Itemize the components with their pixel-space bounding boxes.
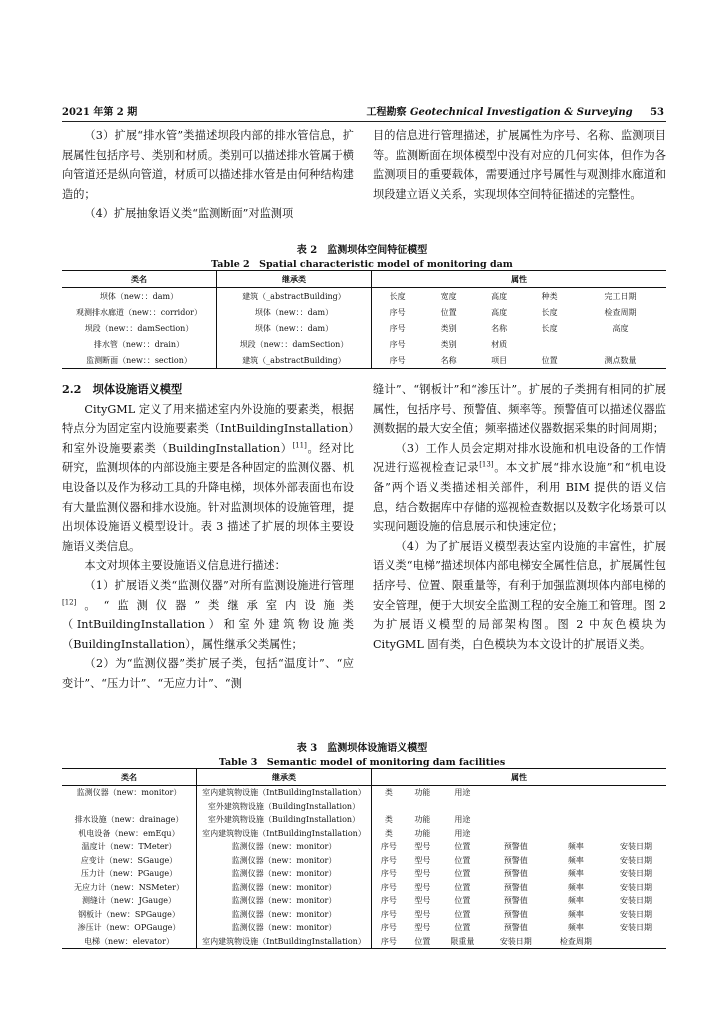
table-cell: 室外建筑物设施（BuildingInstallation） (197, 813, 372, 827)
paragraph (373, 439, 666, 537)
table-cell: 预警值 (503, 855, 528, 865)
table-cell: 测缝计（new：JGauge） (62, 894, 197, 908)
table-cell: 无应力计（new：NSMeter） (62, 881, 197, 895)
table-cell (546, 786, 606, 800)
table-header-cell: 继承类 (197, 769, 372, 786)
table-cell: 用途 (454, 788, 471, 798)
table-cell: 功能 (414, 788, 431, 798)
table-header-row (62, 769, 666, 786)
table-cell: 监测仪器（new：monitor） (197, 921, 372, 935)
table-cell (439, 800, 486, 814)
table-cell (606, 800, 666, 814)
journal-name-cn: 工程勘察 (366, 107, 407, 118)
table-row (62, 894, 666, 908)
text-run: CityGML 定义了用来描述室内外设施的要素类，根据特点分为固定室内设施要素类（IntBuildingInstallation）和室外设施要素类（BuildingInstallation） (62, 402, 354, 455)
table-cell (575, 336, 666, 352)
table-cell: 序号 (380, 896, 397, 906)
table-cell (486, 827, 546, 841)
table-cell: 应变计（new：SGauge） (62, 854, 197, 868)
table-cell: 位置 (454, 842, 471, 852)
table-cell: 型号 (414, 842, 431, 852)
table-cell: 名称 (423, 352, 474, 369)
paragraph: 本文对坝体主要设施语义信息进行描述： (84, 559, 286, 573)
table-cell: 温度计（new：TMeter） (62, 840, 197, 854)
table-cell: 高度 (612, 323, 629, 333)
table-cell: 监测仪器（new：monitor） (197, 840, 372, 854)
table-cell: 功能 (414, 828, 431, 838)
journal-name (366, 103, 664, 118)
table-cell: 位置 (454, 909, 471, 919)
table-cell: 频率 (567, 909, 584, 919)
table-cell: 安装日期 (619, 909, 652, 919)
table-cell: 位置 (454, 869, 471, 879)
table-cell: 坝体（new：：dam） (62, 288, 217, 305)
table-row (62, 336, 666, 352)
table-cell (606, 813, 666, 827)
table-row (62, 840, 666, 854)
table-row (62, 867, 666, 881)
text-run: 。本文扩展“排水设施”和“机电设备”两个语义类描述相关部件，利用 BIM 提供的语义信息，结合数据库中存储的巡视检查数据以及数字化场景可以实现问题设施的信息展示和快速定位； (373, 461, 666, 534)
table-cell (546, 800, 606, 814)
table3-caption-en: Table 3 Semantic model of monitoring dam facilities (218, 757, 506, 768)
table-cell: 位置 (524, 352, 575, 369)
table-cell: 测点数量 (575, 352, 666, 369)
table-cell: 位置 (454, 896, 471, 906)
table-cell: 位置 (454, 923, 471, 933)
table-cell: 监测仪器（new：monitor） (197, 867, 372, 881)
table-cell (524, 336, 575, 352)
table-header-cell: 类名 (62, 271, 217, 288)
table-header-cell: 属性 (372, 271, 667, 288)
text-run: 。“监测仪器”类继承室内设施类（IntBuildingInstallation）和室外建筑物设施类（BuildingInstallation），属性继承父类属性； (62, 598, 354, 651)
table-cell: 型号 (414, 909, 431, 919)
table-cell: 频率 (567, 923, 584, 933)
top-left-column (62, 126, 354, 224)
table-cell: 排水设施（new：drainage） (62, 813, 197, 827)
table-cell: 型号 (414, 896, 431, 906)
table-cell: 室外建筑物设施（BuildingInstallation） (197, 800, 372, 814)
table-cell: 长度 (541, 323, 558, 333)
journal-issue: 2021 年第 2 期 (62, 107, 138, 118)
citation: [13] (479, 460, 494, 469)
table-cell: 序号 (372, 352, 424, 369)
table-cell: 限重量 (439, 935, 486, 949)
table-cell: 序号 (372, 935, 406, 949)
top-right-column (373, 126, 666, 204)
table-cell: 宽度 (440, 291, 457, 301)
table-cell: 坝体（new：：dam） (217, 320, 372, 336)
table-cell: 完工日期 (604, 291, 637, 301)
table-cell: 序号 (380, 909, 397, 919)
paragraph: （4）扩展抽象语义类“监测断面”对监测项 (84, 207, 294, 221)
table-cell: 检查周期 (546, 935, 606, 949)
paragraph: （3）扩展“排水管”类描述坝段内部的排水管信息，扩展属性包括序号、类别和材质。类别可以描述排水管属于横向管道还是纵向管道，材质可以描述排水管是由何种结构建造的； (62, 129, 354, 201)
table-cell (606, 935, 666, 949)
table2 (62, 270, 666, 369)
table-row (62, 304, 666, 320)
text-run: 。经对比研究，监测坝体的内部设施主要是各种固定的监测仪器、机电设备以及作为移动工具的升降电梯，坝体外部表面也布设有大量监测仪器和排水设施。针对监测坝体的设施管理，提出坝体设施语义模型设计。表 3 描述了扩展的坝体主要设施语义类信息。 (62, 441, 354, 553)
text-run: （1）扩展语义类“监测仪器”对所有监测设施进行管理 (84, 578, 354, 592)
table-cell: 频率 (567, 869, 584, 879)
citation: [12] (62, 597, 77, 606)
table-cell: 型号 (414, 923, 431, 933)
table-cell: 机电设备（new：emEqu） (62, 827, 197, 841)
table-cell: 安装日期 (619, 869, 652, 879)
paragraph: （2）为“监测仪器”类扩展子类，包括“温度计”、“应变计”、“压力计”、“无应力计”、“测 (62, 657, 354, 690)
table-row (62, 935, 666, 949)
table-cell (486, 786, 546, 800)
table-cell: 长度 (541, 307, 558, 317)
table-cell: 室内建筑物设施（IntBuildingInstallation） (197, 786, 372, 800)
table-cell: 预警值 (503, 882, 528, 892)
table-cell: 安装日期 (619, 842, 652, 852)
table-cell: 安装日期 (486, 935, 546, 949)
table-cell: 监测仪器（new：monitor） (197, 908, 372, 922)
page-number: 53 (650, 107, 664, 118)
table-row (62, 827, 666, 841)
table-cell: 用途 (454, 828, 471, 838)
table-cell: 预警值 (503, 869, 528, 879)
table-cell (372, 800, 406, 814)
table-cell: 序号 (389, 339, 406, 349)
mid-left-column (62, 380, 354, 694)
citation: [11] (292, 441, 307, 450)
table-cell: 压力计（new：PGauge） (62, 867, 197, 881)
table-cell: 位置 (454, 855, 471, 865)
table-cell: 用途 (454, 815, 471, 825)
table-cell: 监测仪器（new：monitor） (62, 786, 197, 800)
table-cell: 型号 (414, 855, 431, 865)
table-cell: 位置 (440, 307, 457, 317)
table3-caption-cn: 表 3 监测坝体设施语义模型 (296, 743, 428, 754)
header-rule (62, 121, 666, 122)
table-header-cell: 类名 (62, 769, 197, 786)
table-cell: 预警值 (503, 923, 528, 933)
table-cell (486, 800, 546, 814)
table-cell: 监测仪器（new：monitor） (197, 881, 372, 895)
table-cell: 钢板计（new：SPGauge） (62, 908, 197, 922)
table-cell: 类 (384, 788, 393, 798)
table-cell: 电梯（new：elevator） (62, 935, 197, 949)
table-cell: 名称 (491, 323, 508, 333)
table-cell: 序号 (389, 307, 406, 317)
paragraph (62, 576, 354, 654)
table-cell (406, 800, 439, 814)
text-run: （3）工作人员会定期对排水设施和机电设备的工作情况进行巡视检查记录 (373, 441, 666, 475)
table-cell: 监测仪器（new：monitor） (197, 854, 372, 868)
table-cell: 长度 (389, 291, 406, 301)
table3 (62, 768, 666, 949)
table-cell: 监测断面（new：：section） (62, 352, 217, 369)
table-cell: 观测排水廊道（new：：corridor） (62, 304, 217, 320)
table-cell: 序号 (389, 323, 406, 333)
table-cell: 室内建筑物设施（IntBuildingInstallation） (197, 827, 372, 841)
table-cell: 坝段（new：：damSection） (217, 336, 372, 352)
table-cell: 安装日期 (619, 882, 652, 892)
table-row (62, 813, 666, 827)
table-cell: 建筑（_abstractBuilding） (217, 352, 372, 369)
table-cell: 频率 (567, 855, 584, 865)
table-cell: 类别 (440, 323, 457, 333)
table-cell: 预警值 (503, 896, 528, 906)
table-cell: 类别 (440, 339, 457, 349)
table-cell: 功能 (414, 815, 431, 825)
table-cell: 频率 (567, 882, 584, 892)
table-cell: 预警值 (503, 842, 528, 852)
table-cell: 类 (384, 815, 393, 825)
table-cell: 坝段（new：：damSection） (62, 320, 217, 336)
table-cell (606, 827, 666, 841)
table-cell (486, 813, 546, 827)
table-cell: 材质 (491, 339, 508, 349)
table-cell: 安装日期 (619, 923, 652, 933)
table-header-cell: 属性 (372, 769, 667, 786)
paragraph (62, 400, 354, 557)
table-cell: 频率 (567, 842, 584, 852)
mid-right-column (373, 380, 666, 654)
journal-name-en: Geotechnical Investigation & Surveying (409, 107, 633, 118)
section-title: 2.2 坝体设施语义模型 (62, 382, 183, 396)
table-cell: 安装日期 (619, 896, 652, 906)
table-row (62, 352, 666, 369)
table-cell: 建筑（_abstractBuilding） (217, 288, 372, 305)
table-cell: 高度 (491, 291, 508, 301)
table2-caption-cn: 表 2 监测坝体空间特征模型 (296, 245, 428, 256)
table-cell: 安装日期 (619, 855, 652, 865)
table-cell: 项目 (474, 352, 525, 369)
table-cell: 检查周期 (604, 307, 637, 317)
table-row (62, 288, 666, 305)
table-cell (62, 800, 197, 814)
table-row (62, 320, 666, 336)
table-row (62, 881, 666, 895)
paragraph: 缝计”、“钢板计”和“渗压计”。扩展的子类拥有相同的扩展属性，包括序号、预警值、频率等。预警值可以描述仪器监测数据的最大安全值；频率描述仪器数据采集的时间周期； (373, 383, 666, 436)
table-cell: 频率 (567, 896, 584, 906)
paragraph: 目的信息进行管理描述，扩展属性为序号、名称、监测项目等。监测断面在坝体模型中没有对应的几何实体，但作为各监测项目的重要载体，需要通过序号属性与观测排水廊道和坝段建立语义关系，实现坝体空间特征描述的完整性。 (373, 129, 666, 201)
table-row (62, 921, 666, 935)
table-cell: 渗压计（new：OPGauge） (62, 921, 197, 935)
table-cell: 序号 (380, 855, 397, 865)
table-row (62, 786, 666, 800)
table-header-cell: 继承类 (217, 271, 372, 288)
table-cell: 坝体（new：：dam） (217, 304, 372, 320)
table-row (62, 854, 666, 868)
table-cell (546, 813, 606, 827)
table-cell: 位置 (406, 935, 439, 949)
table-cell: 序号 (380, 869, 397, 879)
table-cell: 型号 (414, 869, 431, 879)
table-cell: 种类 (541, 291, 558, 301)
table-cell (546, 827, 606, 841)
table-cell: 序号 (380, 882, 397, 892)
table-cell: 序号 (380, 842, 397, 852)
table-header-row (62, 271, 666, 288)
table-cell: 序号 (380, 923, 397, 933)
table-cell: 高度 (491, 307, 508, 317)
table-cell: 室内建筑物设施（IntBuildingInstallation） (197, 935, 372, 949)
paragraph: （4）为了扩展语义模型表达室内设施的丰富性，扩展语义类“电梯”描述坝体内部电梯安全属性信息，扩展属性包括序号、位置、限重量等，有利于加强监测坝体内部电梯的安全管理，便于大坝安全监测工程的安全施工和管理。图 2 为扩展语义模型的局部架构图。图 2 中灰色模块为 CityGML 固有类，白色模块为本文设计的扩展语义类。 (373, 539, 666, 651)
table-cell: 型号 (414, 882, 431, 892)
table-cell: 位置 (454, 882, 471, 892)
table2-caption-en: Table 2 Spatial characteristic model of monitoring dam (211, 259, 513, 270)
table-cell (606, 786, 666, 800)
table-row (62, 908, 666, 922)
table-cell: 排水管（new：：drain） (62, 336, 217, 352)
table-cell: 类 (384, 828, 393, 838)
table-cell: 预警值 (503, 909, 528, 919)
table-row (62, 800, 666, 814)
table-cell: 监测仪器（new：monitor） (197, 894, 372, 908)
